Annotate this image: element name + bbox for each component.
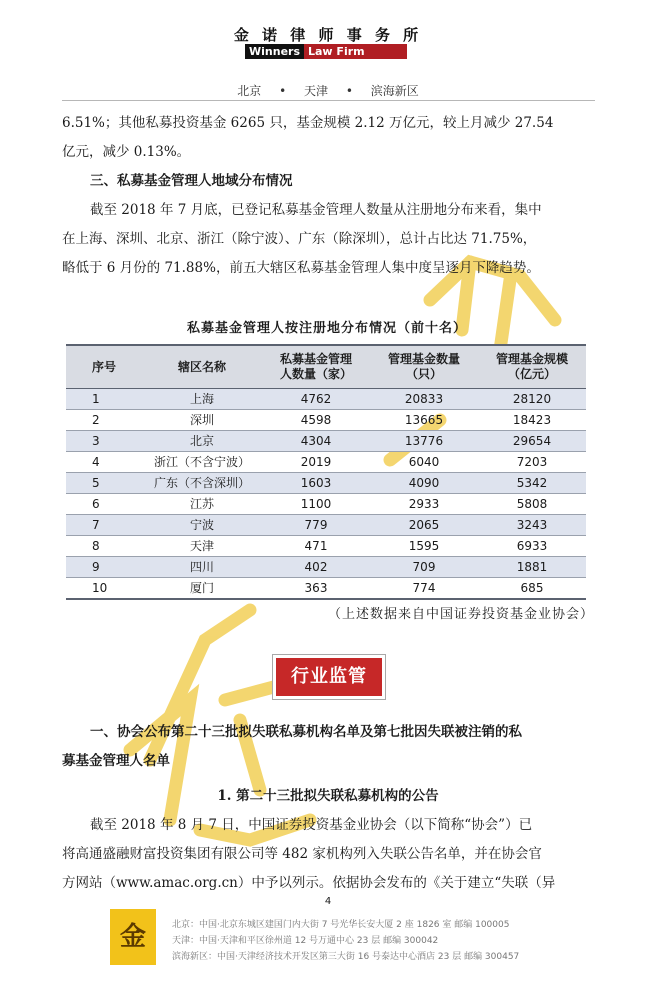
firm-name-cn: 金 诺 律 师 事 务 所 [233, 26, 423, 44]
paragraph-line: 截至 2018 年 8 月 7 日，中国证券投资基金业协会（以下简称“协会”）已 [90, 817, 533, 833]
table-cell: 2019 [262, 452, 370, 473]
header-divider [62, 100, 595, 101]
table-cell: 宁波 [142, 515, 262, 536]
table-cell: 4598 [262, 410, 370, 431]
city-separator: • [345, 84, 353, 98]
paragraph-line: 将高通盛融财富投资集团有限公司等 482 家机构列入失联公告名单，并在协会官 [62, 846, 542, 862]
table-cell: 4304 [262, 431, 370, 452]
table-cell: 402 [262, 557, 370, 578]
table-cell: 2 [66, 410, 142, 431]
table-title: 私募基金管理人按注册地分布情况（前十名） [186, 321, 467, 336]
address-tianjin: 天津：中国·天津和平区徐州道 12 号万通中心 23 层 邮编 300042 [172, 936, 439, 946]
column-header: 序号 [66, 345, 142, 389]
table-cell: 3 [66, 431, 142, 452]
table-cell: 363 [262, 578, 370, 600]
paragraph-line: 截至 2018 年 7 月底，已登记私募基金管理人数量从注册地分布来看，集中 [90, 202, 542, 218]
city-separator: • [279, 84, 287, 98]
table-cell: 2065 [370, 515, 478, 536]
table-row [66, 578, 586, 600]
section-banner-label: 行业监管 [276, 658, 382, 696]
table-cell: 3243 [478, 515, 586, 536]
distribution-table [66, 344, 586, 600]
column-header: 辖区名称 [142, 345, 262, 389]
table-header-row [66, 345, 586, 389]
table-cell: 四川 [142, 557, 262, 578]
table-row [66, 410, 586, 431]
column-header: 管理基金数量 （只） [370, 345, 478, 389]
table-cell: 8 [66, 536, 142, 557]
table-cell: 7 [66, 515, 142, 536]
table-cell: 13776 [370, 431, 478, 452]
table-row [66, 557, 586, 578]
section-banner [272, 654, 386, 700]
table-cell: 6040 [370, 452, 478, 473]
table-cell: 浙江（不含宁波） [142, 452, 262, 473]
table-cell: 10 [66, 578, 142, 600]
table-cell: 709 [370, 557, 478, 578]
paragraph-line: 方网站（www.amac.org.cn）中予以列示。依据协会发布的《关于建立“失联（异 [62, 875, 556, 891]
city-binhai: 滨海新区 [370, 84, 419, 98]
table-row [66, 431, 586, 452]
city-beijing: 北京 [237, 84, 262, 98]
section-heading: 一、协会公布第二十三批拟失联私募机构名单及第七批因失联被注销的私 [90, 724, 522, 740]
paragraph-line: 略低于 6 月份的 71.88%，前五大辖区私募基金管理人集中度呈逐月下降趋势。 [62, 260, 540, 276]
table-cell: 4762 [262, 389, 370, 410]
table-cell: 774 [370, 578, 478, 600]
firm-name-en-left: Winners [245, 44, 304, 59]
address-beijing: 北京：中国·北京东城区建国门内大街 7 号光华长安大厦 2 座 1826 室 邮编 100005 [172, 920, 510, 930]
table-cell: 13665 [370, 410, 478, 431]
paragraph-line: 6.51%；其他私募投资基金 6265 只，基金规模 2.12 万亿元，较上月减少 27.54 [62, 115, 554, 131]
table-cell: 1603 [262, 473, 370, 494]
table-cell: 江苏 [142, 494, 262, 515]
table-cell: 6933 [478, 536, 586, 557]
table-cell: 2933 [370, 494, 478, 515]
table-cell: 5808 [478, 494, 586, 515]
page-number: 4 [324, 896, 332, 907]
subsection-heading: 1. 第二十三批拟失联私募机构的公告 [217, 788, 439, 804]
table-cell: 685 [478, 578, 586, 600]
table-cell: 9 [66, 557, 142, 578]
table-cell: 上海 [142, 389, 262, 410]
table-cell: 471 [262, 536, 370, 557]
table-cell: 20833 [370, 389, 478, 410]
section-heading: 三、私募基金管理人地域分布情况 [90, 173, 293, 189]
table-cell: 北京 [142, 431, 262, 452]
table-cell: 4 [66, 452, 142, 473]
table-cell: 29654 [478, 431, 586, 452]
office-cities [0, 82, 656, 99]
table-cell: 5 [66, 473, 142, 494]
paragraph-line: 在上海、深圳、北京、浙江（除宁波）、广东（除深圳），总计占比达 71.75%， [62, 231, 537, 247]
table-row [66, 473, 586, 494]
table-row [66, 389, 586, 410]
city-tianjin: 天津 [303, 84, 328, 98]
column-header: 管理基金规模 （亿元） [478, 345, 586, 389]
table-row [66, 536, 586, 557]
footer-logo-char: 金 [119, 922, 146, 952]
footer-addresses [172, 917, 519, 965]
table-cell: 7203 [478, 452, 586, 473]
footer-logo [110, 909, 156, 965]
table-cell: 广东（不含深圳） [142, 473, 262, 494]
table-cell: 深圳 [142, 410, 262, 431]
table-cell: 1 [66, 389, 142, 410]
table-cell: 4090 [370, 473, 478, 494]
table-cell: 天津 [142, 536, 262, 557]
table-cell: 18423 [478, 410, 586, 431]
table-cell: 1881 [478, 557, 586, 578]
table-source-note: （上述数据来自中国证券投资基金业协会） [327, 607, 594, 622]
table-row [66, 515, 586, 536]
firm-name-en-right: Law Firm [304, 44, 407, 59]
firm-name-en [245, 44, 407, 59]
table-cell: 厦门 [142, 578, 262, 600]
paragraph-line: 亿元，减少 0.13%。 [62, 144, 191, 160]
table-cell: 28120 [478, 389, 586, 410]
table-cell: 779 [262, 515, 370, 536]
section-heading: 募基金管理人名单 [62, 753, 170, 769]
table-row [66, 452, 586, 473]
address-binhai: 滨海新区：中国·天津经济技术开发区第三大街 16 号泰达中心酒店 23 层 邮编 300457 [172, 952, 520, 962]
table-cell: 5342 [478, 473, 586, 494]
table-cell: 6 [66, 494, 142, 515]
table-cell: 1595 [370, 536, 478, 557]
table-cell: 1100 [262, 494, 370, 515]
table-row [66, 494, 586, 515]
column-header: 私募基金管理 人数量（家） [262, 345, 370, 389]
